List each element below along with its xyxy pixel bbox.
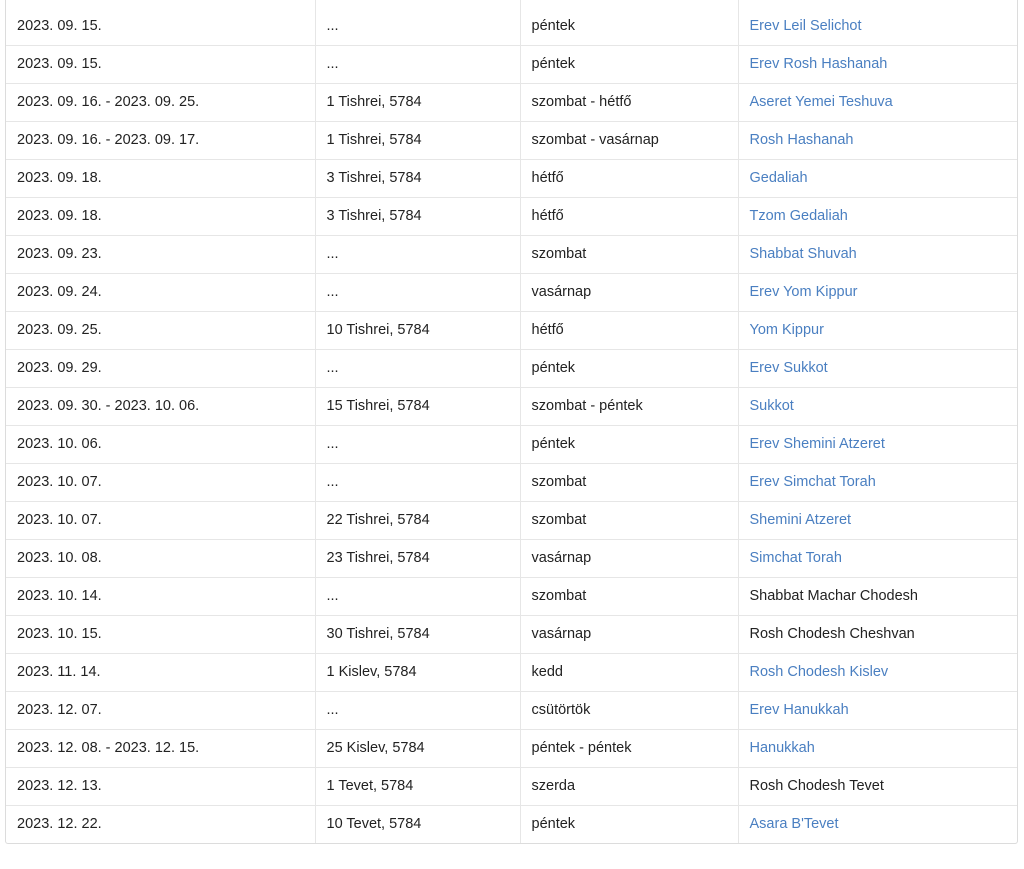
hebrew-date-cell: ... <box>315 349 520 387</box>
event-cell <box>738 273 1017 311</box>
weekday-cell: szombat <box>520 501 738 539</box>
table-row <box>6 767 1017 805</box>
table-row <box>6 615 1017 653</box>
event-link[interactable]: Erev Simchat Torah <box>749 474 876 490</box>
event-cell <box>738 349 1017 387</box>
hebrew-date-cell: 1 Tishrei, 5784 <box>315 83 520 121</box>
weekday-cell: szombat <box>520 463 738 501</box>
weekday-cell: szerda <box>520 767 738 805</box>
weekday-cell: szombat - hétfő <box>520 83 738 121</box>
hebrew-date-cell: ... <box>315 577 520 615</box>
date-cell: 2023. 10. 15. <box>6 615 315 653</box>
hebrew-date-cell: 22 Tishrei, 5784 <box>315 501 520 539</box>
event-cell <box>738 311 1017 349</box>
event-link[interactable]: Rosh Hashanah <box>749 132 854 148</box>
date-cell: 2023. 09. 16. - 2023. 09. 17. <box>6 121 315 159</box>
event-link[interactable]: Erev Leil Selichot <box>749 17 862 34</box>
hebrew-date-cell: 1 Tishrei, 5784 <box>315 121 520 159</box>
date-cell: 2023. 09. 24. <box>6 273 315 311</box>
hebrew-date-cell: ... <box>315 45 520 83</box>
weekday-cell: csütörtök <box>520 691 738 729</box>
hebrew-date-cell: ... <box>315 235 520 273</box>
hebrew-date-cell: ... <box>315 463 520 501</box>
event-link[interactable]: Sukkot <box>749 398 794 414</box>
table-row <box>6 159 1017 197</box>
hebrew-date-cell: ... <box>315 273 520 311</box>
date-cell: 2023. 12. 13. <box>6 767 315 805</box>
event-cell <box>738 235 1017 273</box>
date-cell: 2023. 09. 30. - 2023. 10. 06. <box>6 387 315 425</box>
event-link[interactable]: Shabbat Shuvah <box>749 246 857 262</box>
date-cell: 2023. 09. 25. <box>6 311 315 349</box>
event-link[interactable]: Erev Rosh Hashanah <box>749 56 888 72</box>
hebrew-date-cell: 30 Tishrei, 5784 <box>315 615 520 653</box>
event-cell <box>738 615 1017 653</box>
table-row <box>6 121 1017 159</box>
weekday-cell: péntek <box>520 425 738 463</box>
date-cell: 2023. 09. 23. <box>6 235 315 273</box>
event-cell <box>738 387 1017 425</box>
table-row <box>6 691 1017 729</box>
event-link[interactable]: Yom Kippur <box>749 322 824 338</box>
holiday-table-container <box>5 0 1018 844</box>
table-row <box>6 653 1017 691</box>
weekday-cell: péntek <box>520 805 738 843</box>
weekday-cell: péntek - péntek <box>520 729 738 767</box>
weekday-cell: szombat <box>520 577 738 615</box>
table-row <box>6 729 1017 767</box>
table-row <box>6 235 1017 273</box>
event-link[interactable]: Hanukkah <box>749 740 815 756</box>
weekday-cell: szombat <box>520 235 738 273</box>
weekday-cell: kedd <box>520 653 738 691</box>
event-cell <box>738 653 1017 691</box>
weekday-cell: péntek <box>520 349 738 387</box>
date-cell: 2023. 12. 08. - 2023. 12. 15. <box>6 729 315 767</box>
weekday-cell: péntek <box>520 45 738 83</box>
table-row <box>6 349 1017 387</box>
event-cell <box>738 45 1017 83</box>
event-label: Shabbat Machar Chodesh <box>749 588 918 604</box>
date-cell: 2023. 09. 15. <box>6 45 315 83</box>
event-cell <box>738 539 1017 577</box>
hebrew-date-cell: 10 Tevet, 5784 <box>315 805 520 843</box>
hebrew-date-cell: 25 Kislev, 5784 <box>315 729 520 767</box>
event-link[interactable]: Simchat Torah <box>749 550 842 566</box>
weekday-cell: hétfő <box>520 311 738 349</box>
table-row <box>6 83 1017 121</box>
event-cell <box>738 159 1017 197</box>
event-cell <box>738 83 1017 121</box>
date-cell: 2023. 09. 16. - 2023. 09. 25. <box>6 83 315 121</box>
date-cell: 2023. 11. 14. <box>6 653 315 691</box>
table-row <box>6 273 1017 311</box>
event-link[interactable]: Rosh Chodesh Kislev <box>749 664 889 680</box>
table-row <box>6 45 1017 83</box>
date-cell: 2023. 09. 18. <box>6 159 315 197</box>
event-cell <box>738 729 1017 767</box>
holiday-table-body <box>6 0 1017 843</box>
table-row <box>6 577 1017 615</box>
event-link[interactable]: Shemini Atzeret <box>749 512 852 528</box>
hebrew-date-cell: 23 Tishrei, 5784 <box>315 539 520 577</box>
event-cell <box>738 767 1017 805</box>
hebrew-date-cell: ... <box>315 691 520 729</box>
table-row <box>6 0 1017 45</box>
date-cell: 2023. 10. 07. <box>6 501 315 539</box>
weekday-cell: szombat - vasárnap <box>520 121 738 159</box>
event-cell <box>738 577 1017 615</box>
weekday-cell: vasárnap <box>520 615 738 653</box>
date-cell: 2023. 10. 07. <box>6 463 315 501</box>
table-row <box>6 501 1017 539</box>
hebrew-date-cell: 15 Tishrei, 5784 <box>315 387 520 425</box>
event-cell <box>738 691 1017 729</box>
table-row <box>6 805 1017 843</box>
hebrew-date-cell: 3 Tishrei, 5784 <box>315 197 520 235</box>
hebrew-date-cell: 1 Kislev, 5784 <box>315 653 520 691</box>
event-link[interactable]: Erev Sukkot <box>749 360 828 376</box>
hebrew-date-cell: 1 Tevet, 5784 <box>315 767 520 805</box>
event-cell <box>738 501 1017 539</box>
event-cell <box>738 463 1017 501</box>
event-link[interactable]: Gedaliah <box>749 170 808 186</box>
date-cell: 2023. 09. 29. <box>6 349 315 387</box>
event-cell <box>738 805 1017 843</box>
table-row <box>6 425 1017 463</box>
date-cell: 2023. 10. 08. <box>6 539 315 577</box>
weekday-cell: hétfő <box>520 159 738 197</box>
event-label: Rosh Chodesh Cheshvan <box>749 626 915 642</box>
event-cell <box>738 0 1017 45</box>
date-cell: 2023. 10. 06. <box>6 425 315 463</box>
table-row <box>6 463 1017 501</box>
weekday-cell: szombat - péntek <box>520 387 738 425</box>
weekday-cell: hétfő <box>520 197 738 235</box>
date-cell: 2023. 12. 22. <box>6 805 315 843</box>
date-cell: 2023. 09. 18. <box>6 197 315 235</box>
table-row <box>6 539 1017 577</box>
weekday-cell: vasárnap <box>520 539 738 577</box>
hebrew-date-cell: 3 Tishrei, 5784 <box>315 159 520 197</box>
hebrew-date-cell: ... <box>315 425 520 463</box>
hebrew-date-cell: 10 Tishrei, 5784 <box>315 311 520 349</box>
weekday-cell: vasárnap <box>520 273 738 311</box>
event-label: Rosh Chodesh Tevet <box>749 778 884 794</box>
hebrew-date-cell: ... <box>315 0 520 45</box>
table-row <box>6 197 1017 235</box>
event-link[interactable]: Tzom Gedaliah <box>749 208 848 224</box>
event-cell <box>738 121 1017 159</box>
date-cell: 2023. 09. 15. <box>6 0 315 45</box>
date-cell: 2023. 12. 07. <box>6 691 315 729</box>
event-link[interactable]: Erev Yom Kippur <box>749 284 858 300</box>
event-cell <box>738 425 1017 463</box>
event-link[interactable]: Erev Hanukkah <box>749 702 849 718</box>
table-row <box>6 387 1017 425</box>
table-row <box>6 311 1017 349</box>
event-link[interactable]: Asara B'Tevet <box>749 816 839 833</box>
event-link[interactable]: Aseret Yemei Teshuva <box>749 94 893 110</box>
event-link[interactable]: Erev Shemini Atzeret <box>749 436 885 452</box>
date-cell: 2023. 10. 14. <box>6 577 315 615</box>
holiday-table <box>6 0 1017 843</box>
event-cell <box>738 197 1017 235</box>
weekday-cell: péntek <box>520 0 738 45</box>
